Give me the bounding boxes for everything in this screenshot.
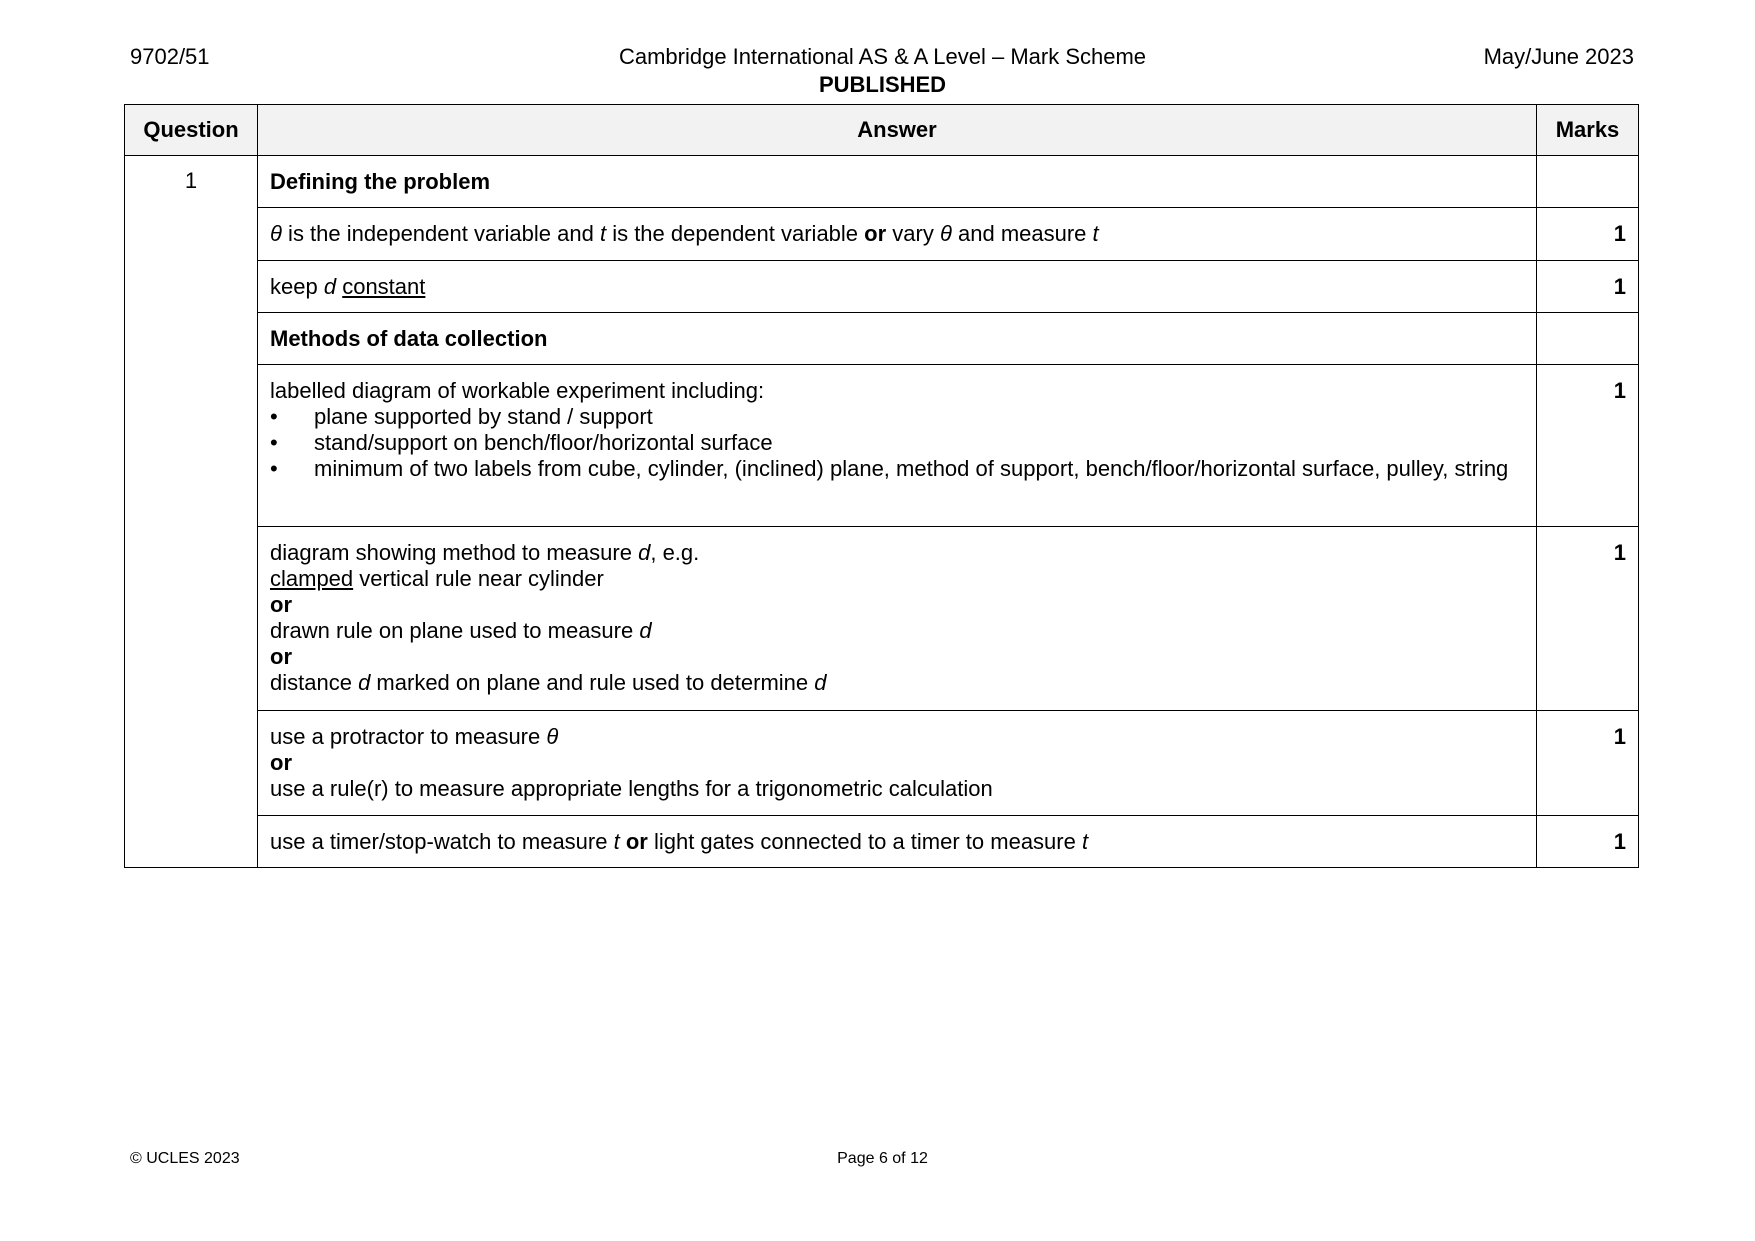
marks-cell — [1537, 313, 1639, 365]
marks-cell: 1 — [1537, 365, 1639, 527]
answer-text: use a timer/stop-watch to measure — [270, 829, 614, 854]
document-code: 9702/51 — [130, 44, 210, 69]
underlined-keyword: constant — [342, 274, 426, 299]
answer-text: use a protractor to measure — [270, 724, 547, 749]
list-item: • stand/support on bench/floor/horizontal surface — [270, 430, 1524, 456]
answer-text: , e.g. — [650, 540, 700, 565]
answer-header: Answer — [258, 105, 1537, 156]
answer-text: vary — [886, 221, 940, 246]
marks-cell — [1537, 156, 1639, 208]
variable-d: d — [639, 618, 652, 643]
or-keyword: or — [864, 221, 887, 246]
table-row — [125, 313, 1639, 365]
answer-cell — [258, 816, 1537, 868]
answer-line — [270, 724, 1524, 750]
answer-text: labelled diagram of workable experiment including: — [270, 378, 765, 403]
copyright-notice: © UCLES 2023 — [130, 1150, 240, 1167]
table-row — [125, 156, 1639, 208]
variable-d: d — [358, 670, 371, 695]
answer-text: keep — [270, 274, 324, 299]
or-keyword: or — [625, 829, 648, 854]
variable-t: t — [599, 221, 607, 246]
variable-t: t — [613, 829, 620, 854]
question-number: 1 — [125, 156, 258, 868]
answer-line: use a rule(r) to measure appropriate lengths for a trigonometric calculation — [270, 776, 993, 801]
exam-session: May/June 2023 — [1483, 44, 1634, 69]
variable-d: d — [638, 540, 651, 565]
or-keyword: or — [270, 644, 292, 669]
or-keyword: or — [270, 750, 292, 775]
answer-text: is the dependent variable — [606, 221, 865, 246]
answer-text: drawn rule on plane used to measure — [270, 618, 640, 643]
theta-symbol: θ — [546, 724, 559, 749]
answer-text: vertical rule near cylinder — [353, 566, 604, 591]
underlined-keyword: clamped — [270, 566, 354, 591]
list-item: • plane supported by stand / support — [270, 404, 1524, 430]
theta-symbol: θ — [270, 221, 282, 246]
answer-cell — [258, 261, 1537, 313]
answer-cell — [258, 208, 1537, 261]
answer-text: distance — [270, 670, 359, 695]
section-heading — [258, 156, 1537, 208]
answer-line — [270, 540, 1524, 566]
answer-text: and measure — [951, 221, 1093, 246]
table-row — [125, 208, 1639, 261]
table-row — [125, 816, 1639, 868]
or-keyword: or — [270, 592, 292, 617]
mark-scheme-table — [124, 104, 1639, 868]
answer-line — [270, 618, 1524, 644]
variable-d: d — [814, 670, 827, 695]
list-item: • minimum of two labels from cube, cylinder, (inclined) plane, method of support, bench/floor/horizontal surface, pulley, string — [270, 456, 1524, 482]
answer-text: marked on plane and rule used to determine — [370, 670, 815, 695]
answer-line — [270, 566, 1524, 592]
page-number: Page 6 of 12 — [837, 1150, 928, 1167]
marks-cell: 1 — [1537, 208, 1639, 261]
section-heading — [258, 313, 1537, 365]
table-row — [125, 527, 1639, 711]
heading-text: Methods of data collection — [270, 326, 548, 351]
published-label: PUBLISHED — [818, 72, 947, 97]
document-title: Cambridge International AS & A Level – Mark Scheme — [618, 44, 1147, 69]
answer-text: diagram showing method to measure — [270, 540, 639, 565]
heading-text: Defining the problem — [270, 169, 490, 194]
marks-cell: 1 — [1537, 261, 1639, 313]
question-header: Question — [125, 105, 258, 156]
answer-line — [270, 670, 1524, 696]
table-header-row — [125, 105, 1639, 156]
answer-cell — [258, 711, 1537, 816]
bullet-list — [270, 404, 1524, 482]
answer-text: light gates connected to a timer to measure — [647, 829, 1082, 854]
table-row — [125, 365, 1639, 527]
variable-d: d — [323, 274, 337, 299]
answer-text: is the independent variable and — [281, 221, 600, 246]
marks-cell: 1 — [1537, 816, 1639, 868]
marks-cell: 1 — [1537, 711, 1639, 816]
table-row — [125, 261, 1639, 313]
marks-header: Marks — [1537, 105, 1639, 156]
answer-cell — [258, 527, 1537, 711]
table-row — [125, 711, 1639, 816]
answer-cell — [258, 365, 1537, 527]
theta-symbol: θ — [939, 221, 952, 246]
marks-cell: 1 — [1537, 527, 1639, 711]
variable-t: t — [1081, 829, 1089, 854]
variable-t: t — [1092, 221, 1099, 246]
